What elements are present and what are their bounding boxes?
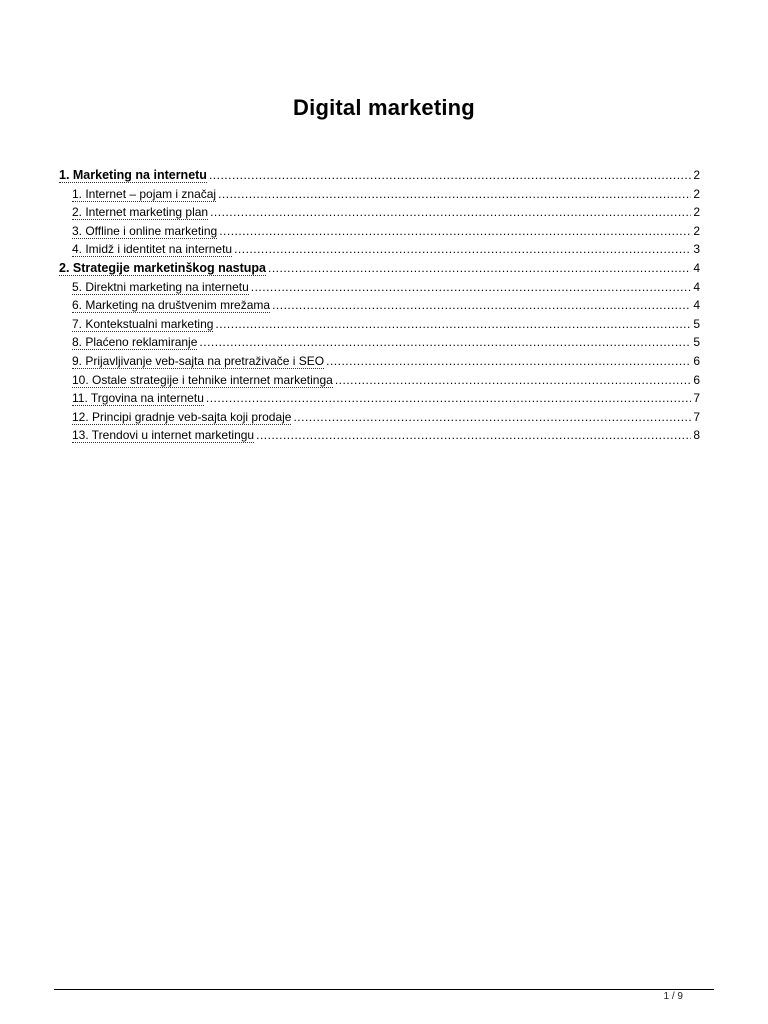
toc-entry[interactable] <box>59 296 700 315</box>
toc-entry-label[interactable]: 11. Trgovina na internetu <box>72 391 204 406</box>
page-number: 1 / 9 <box>663 991 683 1002</box>
toc-entry-label[interactable]: 3. Offline i online marketing <box>72 223 218 238</box>
toc-entry-page: 6 <box>693 353 700 368</box>
toc-entry-page: 7 <box>693 391 700 406</box>
toc-entry[interactable] <box>59 240 700 259</box>
toc-dot-leader <box>268 259 691 277</box>
toc-entry-page: 8 <box>693 428 700 443</box>
toc-entry-page: 2 <box>693 205 700 220</box>
toc-entry-label[interactable]: 8. Plaćeno reklamiranje <box>72 335 198 350</box>
toc-entry[interactable] <box>59 259 700 278</box>
toc-dot-leader <box>293 408 691 426</box>
toc-entry[interactable] <box>59 278 700 297</box>
toc-entry[interactable] <box>59 333 700 352</box>
table-of-contents <box>59 166 700 445</box>
toc-dot-leader <box>272 296 691 314</box>
toc-dot-leader <box>215 315 691 333</box>
toc-entry-label[interactable]: 6. Marketing na društvenim mrežama <box>72 298 271 313</box>
document-title: Digital marketing <box>293 95 475 120</box>
toc-entry-page: 2 <box>693 168 700 182</box>
toc-entry-label[interactable]: 2. Internet marketing plan <box>72 205 209 220</box>
footer-divider <box>54 989 714 990</box>
toc-entry[interactable] <box>59 426 700 445</box>
toc-dot-leader <box>209 166 691 184</box>
toc-entry-page: 7 <box>693 409 700 424</box>
toc-dot-leader <box>335 371 692 389</box>
toc-dot-leader <box>206 389 691 407</box>
toc-entry[interactable] <box>59 203 700 222</box>
toc-entry[interactable] <box>59 408 700 427</box>
toc-entry[interactable] <box>59 185 700 204</box>
toc-entry-page: 2 <box>693 186 700 201</box>
toc-entry-label[interactable]: 9. Prijavljivanje veb-sajta na pretraživače i SEO <box>72 353 325 368</box>
toc-entry[interactable] <box>59 315 700 334</box>
toc-entry[interactable] <box>59 352 700 371</box>
toc-entry[interactable] <box>59 389 700 408</box>
toc-entry-label[interactable]: 10. Ostale strategije i tehnike internet marketinga <box>72 372 333 387</box>
toc-entry-page: 4 <box>693 279 700 294</box>
toc-dot-leader <box>251 278 692 296</box>
toc-entry[interactable] <box>59 222 700 241</box>
toc-dot-leader <box>218 185 691 203</box>
toc-entry-page: 4 <box>693 260 700 275</box>
toc-dot-leader <box>234 240 691 258</box>
toc-dot-leader <box>199 333 691 351</box>
toc-entry-label[interactable]: 2. Strategije marketinškog nastupa <box>59 260 267 275</box>
toc-entry-label[interactable]: 7. Kontekstualni marketing <box>72 316 214 331</box>
toc-entry[interactable] <box>59 166 700 185</box>
toc-entry-page: 6 <box>693 372 700 387</box>
toc-entry-page: 3 <box>693 242 700 257</box>
toc-dot-leader <box>326 352 691 370</box>
toc-entry-label[interactable]: 1. Internet – pojam i značaj <box>72 186 217 201</box>
toc-entry-page: 5 <box>693 316 700 331</box>
toc-entry-page: 4 <box>693 298 700 313</box>
toc-entry-label[interactable]: 12. Principi gradnje veb-sajta koji prodaje <box>72 409 292 424</box>
toc-entry-page: 5 <box>693 335 700 350</box>
toc-dot-leader <box>210 203 691 221</box>
toc-dot-leader <box>219 222 691 240</box>
toc-entry-label[interactable]: 4. Imidž i identitet na internetu <box>72 242 233 257</box>
toc-entry-label[interactable]: 5. Direktni marketing na internetu <box>72 279 249 294</box>
toc-dot-leader <box>256 426 691 444</box>
toc-entry-page: 2 <box>693 223 700 238</box>
toc-entry-label[interactable]: 13. Trendovi u internet marketingu <box>72 428 255 443</box>
toc-entry[interactable] <box>59 371 700 390</box>
toc-entry-label[interactable]: 1. Marketing na internetu <box>59 168 207 182</box>
